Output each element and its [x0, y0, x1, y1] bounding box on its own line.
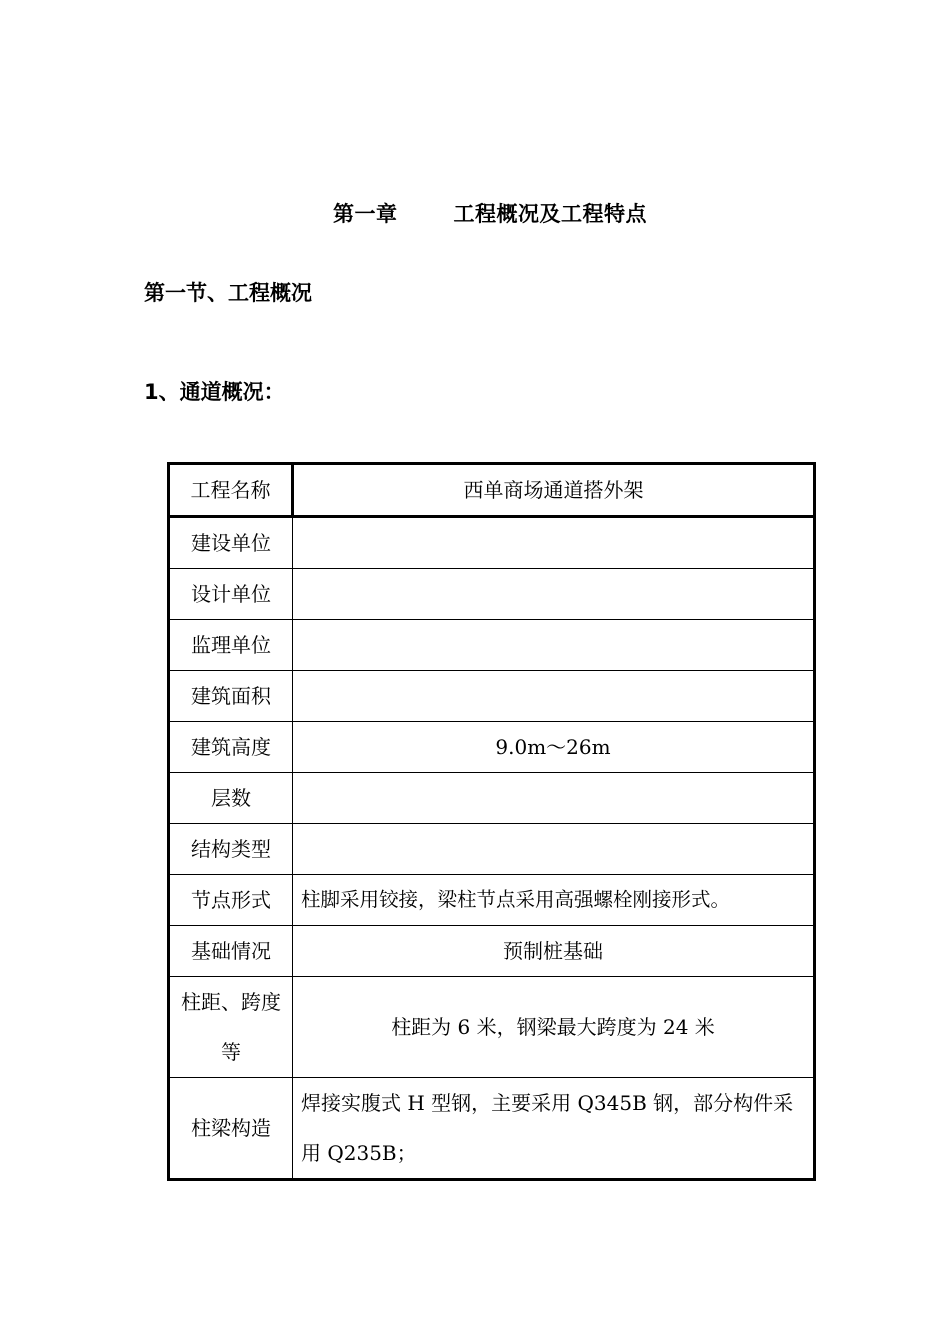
row-value: 预制桩基础: [293, 926, 815, 977]
row-value: 柱距为 6 米，钢梁最大跨度为 24 米: [293, 977, 815, 1078]
table-row: [169, 569, 815, 620]
row-label: 节点形式: [169, 875, 293, 926]
table-row: [169, 824, 815, 875]
row-value: [293, 773, 815, 824]
row-label: 建筑面积: [169, 671, 293, 722]
chapter-name: 工程概况及工程特点: [453, 202, 647, 226]
table-row: [169, 926, 815, 977]
row-value: 西单商场通道搭外架: [293, 464, 815, 517]
table-row: [169, 773, 815, 824]
chapter-number: 第一章: [333, 202, 398, 226]
row-label: 柱距、跨度等: [169, 977, 293, 1078]
row-label: 结构类型: [169, 824, 293, 875]
row-label: 柱梁构造: [169, 1078, 293, 1180]
row-value: [293, 620, 815, 671]
table-row: [169, 875, 815, 926]
row-value: [293, 824, 815, 875]
chapter-title: [0, 198, 950, 228]
row-label: 设计单位: [169, 569, 293, 620]
project-overview-table: [167, 462, 816, 1181]
row-label: 层数: [169, 773, 293, 824]
subsection-title: 1、通道概况：: [144, 380, 285, 404]
row-label: 基础情况: [169, 926, 293, 977]
table-row: [169, 620, 815, 671]
row-label: 监理单位: [169, 620, 293, 671]
row-value: 焊接实腹式 H 型钢，主要采用 Q345B 钢，部分构件采用 Q235B；: [293, 1078, 815, 1180]
section-title: 第一节、工程概况: [144, 281, 312, 305]
row-value: [293, 569, 815, 620]
row-label: 建筑高度: [169, 722, 293, 773]
table-row: [169, 517, 815, 569]
row-label: 工程名称: [169, 464, 293, 517]
row-value: [293, 671, 815, 722]
row-value: 9.0m～26m: [293, 722, 815, 773]
table-row: [169, 671, 815, 722]
table-row: [169, 1078, 815, 1180]
row-value: [293, 517, 815, 569]
table-row: [169, 722, 815, 773]
table-row: [169, 977, 815, 1078]
row-value: 柱脚采用铰接，梁柱节点采用高强螺栓刚接形式。: [293, 875, 815, 926]
table-row: [169, 464, 815, 517]
row-label: 建设单位: [169, 517, 293, 569]
